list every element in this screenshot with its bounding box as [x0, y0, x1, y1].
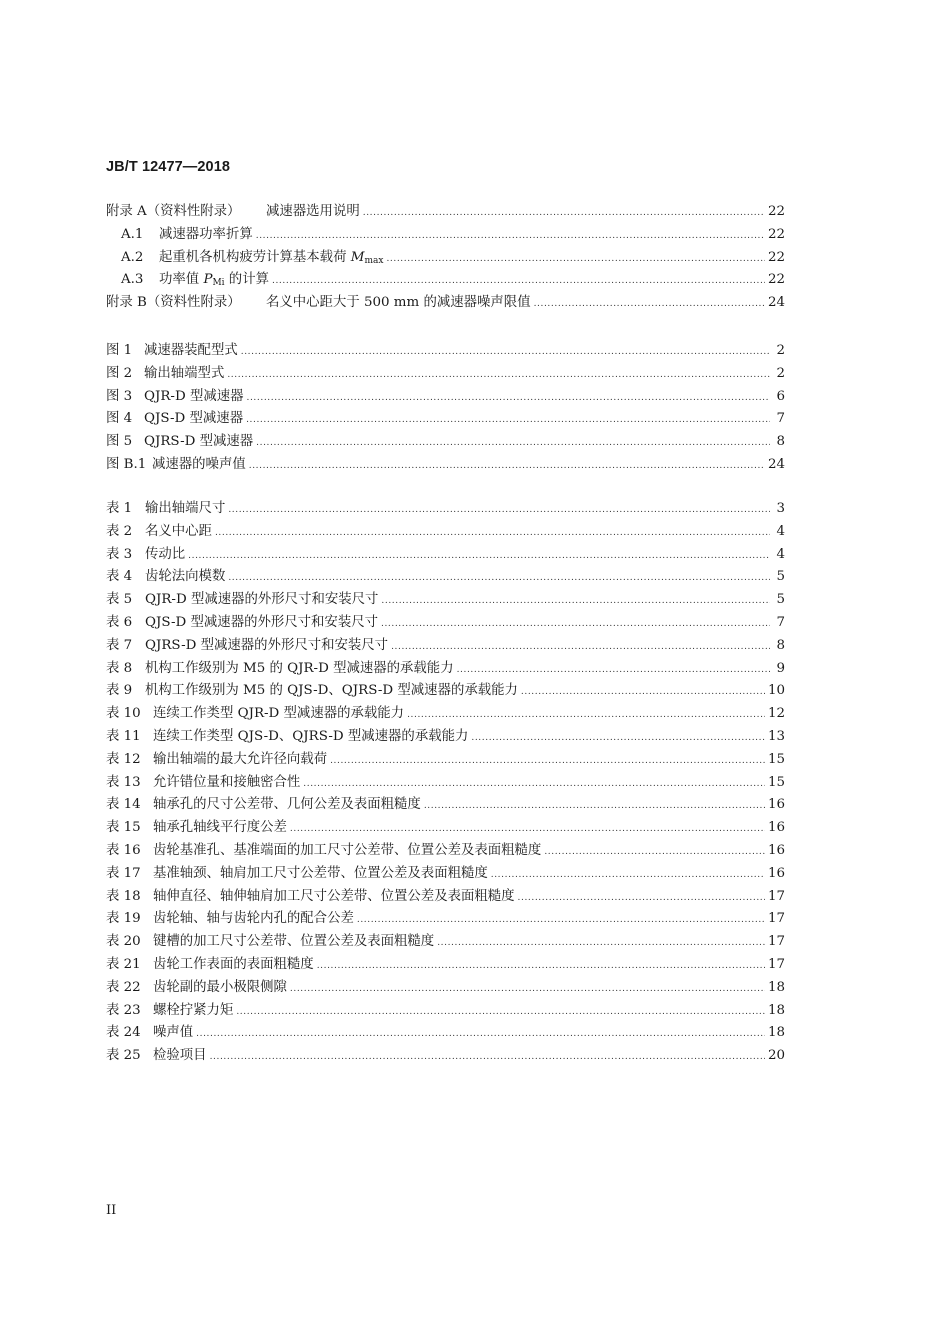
toc-entry-page: 7	[776, 411, 785, 427]
toc-leader-dots	[188, 545, 770, 568]
toc-entry-table-6[interactable]	[106, 612, 785, 635]
toc-entry-number: 表 2	[106, 523, 133, 539]
toc-entry-number: 表 19	[106, 911, 141, 927]
toc-leader-dots	[471, 727, 765, 750]
toc-leader-dots	[249, 455, 765, 478]
toc-entry-title: 输出轴端尺寸	[145, 501, 226, 516]
toc-leader-dots	[290, 818, 765, 841]
toc-entry-table-15[interactable]	[106, 817, 785, 840]
toc-entry-figure-1[interactable]	[106, 340, 785, 363]
toc-entry-title: QJR-D 型减速器的外形尺寸和安装尺寸	[145, 592, 379, 608]
toc-leader-dots	[544, 841, 765, 864]
toc-leader-dots	[227, 364, 770, 387]
toc-entry-title: 输出轴端型式	[144, 365, 225, 381]
toc-entry-number: 表 25	[106, 1048, 141, 1064]
toc-entry-title: 检验项目	[153, 1048, 207, 1064]
toc-entry-title: 连续工作类型 QJS-D、QJRS-D 型减速器的承载能力	[153, 728, 469, 744]
toc-entry-title: 齿轮法向模数	[145, 569, 226, 585]
toc-entry-figure-3[interactable]	[106, 386, 785, 409]
toc-title-text: 起重机各机构疲劳计算基本载荷	[159, 249, 351, 265]
toc-entry-number: 图 3	[106, 388, 133, 404]
toc-entry-page: 22	[767, 249, 785, 265]
toc-entry-table-17[interactable]	[106, 863, 785, 886]
toc-entry-number: A.3	[121, 272, 144, 288]
toc-entry-page: 2	[776, 343, 785, 358]
document-id-header: JB/T 12477—2018	[106, 159, 231, 175]
toc-entry-page: 3	[776, 501, 785, 516]
toc-entry-title: 齿轮轴、轴与齿轮内孔的配合公差	[153, 911, 354, 927]
toc-leader-dots	[518, 887, 765, 910]
toc-entry-title: 基准轴颈、轴肩加工尺寸公差带、位置公差及表面粗糙度	[153, 865, 488, 881]
toc-entry-page: 17	[767, 956, 785, 972]
toc-entry-table-21[interactable]	[106, 954, 785, 977]
toc-entry-title: 齿轮副的最小极限侧隙	[153, 979, 287, 995]
toc-leader-dots	[228, 499, 770, 522]
toc-entry-number: 表 12	[106, 751, 141, 767]
toc-entry-a3[interactable]	[106, 269, 785, 292]
toc-leader-dots	[256, 225, 765, 248]
toc-entry-title: QJRS-D 型减速器	[144, 434, 254, 450]
toc-entry-number: 表 4	[106, 569, 133, 585]
toc-entry-title: QJS-D 型减速器的外形尺寸和安装尺寸	[145, 614, 378, 630]
toc-figures-section	[106, 340, 785, 477]
toc-entry-number: 表 10	[106, 706, 141, 722]
toc-entry-number: 附录 A（资料性附录）	[106, 204, 241, 219]
toc-entry-page: 12	[767, 706, 785, 722]
toc-entry-page: 10	[767, 683, 785, 699]
toc-appendix-section	[106, 201, 785, 315]
toc-entry-figure-2[interactable]	[106, 363, 785, 386]
toc-entry-a1[interactable]	[106, 224, 785, 247]
toc-leader-dots	[381, 613, 770, 636]
toc-leader-dots	[391, 636, 770, 659]
toc-entry-page: 18	[767, 1025, 785, 1041]
toc-leader-dots	[363, 202, 765, 225]
toc-entry-number: 表 13	[106, 774, 141, 790]
toc-entry-table-25[interactable]	[106, 1045, 785, 1068]
toc-entry-title: 允许错位量和接触密合性	[153, 774, 301, 790]
toc-leader-dots	[290, 978, 765, 1001]
toc-entry-page: 6	[776, 388, 785, 404]
toc-leader-dots	[241, 341, 770, 364]
toc-entry-page: 20	[767, 1048, 785, 1064]
math-symbol: M	[350, 249, 365, 265]
toc-entry-page: 7	[776, 614, 785, 630]
toc-leader-dots	[424, 795, 765, 818]
toc-entry-number: 表 14	[106, 797, 141, 813]
toc-entry-table-19[interactable]	[106, 908, 785, 931]
toc-entry-page: 9	[776, 660, 785, 676]
toc-entry-page: 4	[776, 546, 785, 562]
toc-title-text: 的计算	[224, 272, 269, 288]
toc-leader-dots	[215, 522, 770, 545]
toc-leader-dots	[246, 409, 770, 432]
toc-tables-section	[106, 498, 785, 1068]
toc-leader-dots	[407, 704, 765, 727]
toc-leader-dots	[210, 1046, 765, 1069]
toc-entry-number: 图 B.1	[106, 456, 147, 472]
toc-leader-dots	[521, 681, 765, 704]
toc-entry-number: 表 7	[106, 637, 133, 653]
toc-entry-title: 名义中心距	[145, 523, 212, 539]
toc-leader-dots	[386, 248, 765, 271]
toc-entry-figure-4[interactable]	[106, 408, 785, 431]
toc-entry-page: 22	[767, 272, 785, 288]
toc-entry-title: 传动比	[145, 546, 186, 562]
toc-entry-number: 表 23	[106, 1002, 141, 1018]
toc-entry-number: 图 5	[106, 434, 133, 450]
toc-entry-table-12[interactable]	[106, 749, 785, 772]
toc-entry-table-18[interactable]	[106, 886, 785, 909]
toc-title-text: 功率值	[159, 272, 204, 288]
toc-entry-table-10[interactable]	[106, 703, 785, 726]
toc-entry-number: 表 1	[106, 501, 133, 516]
toc-entry-number: 表 15	[106, 820, 141, 836]
toc-entry-page: 16	[767, 842, 785, 858]
toc-entry-table-7[interactable]	[106, 635, 785, 658]
toc-entry-number: 图 1	[106, 343, 133, 358]
toc-entry-number: 附录 B（资料性附录）	[106, 295, 241, 311]
toc-entry-number: 表 16	[106, 842, 141, 858]
toc-entry-figure-6[interactable]	[106, 454, 785, 477]
toc-entry-title: 连续工作类型 QJR-D 型减速器的承载能力	[153, 706, 405, 722]
toc-entry-number: A.2	[121, 249, 144, 265]
toc-leader-dots	[303, 773, 765, 796]
toc-entry-title: 减速器选用说明	[266, 204, 360, 219]
toc-entry-table-2[interactable]	[106, 521, 785, 544]
toc-entry-table-9[interactable]	[106, 680, 785, 703]
toc-entry-table-24[interactable]	[106, 1022, 785, 1045]
toc-entry-title: 输出轴端的最大允许径向载荷	[153, 751, 328, 767]
toc-entry-title: 噪声值	[153, 1025, 194, 1041]
toc-entry-number: 表 17	[106, 865, 141, 881]
toc-entry-page: 13	[767, 728, 785, 744]
toc-entry-title: 减速器的噪声值	[152, 456, 246, 472]
toc-leader-dots	[491, 864, 765, 887]
toc-entry-page: 2	[776, 365, 785, 381]
toc-leader-dots	[534, 293, 765, 316]
toc-entry-page: 16	[767, 820, 785, 836]
toc-leader-dots	[437, 932, 765, 955]
toc-entry-figure-5[interactable]	[106, 431, 785, 454]
toc-entry-page: 22	[767, 204, 785, 219]
toc-entry-table-3[interactable]	[106, 544, 785, 567]
toc-entry-page: 15	[767, 751, 785, 767]
toc-entry-table-14[interactable]	[106, 794, 785, 817]
toc-entry-page: 17	[767, 911, 785, 927]
toc-entry-table-20[interactable]	[106, 931, 785, 954]
toc-entry-number: 表 11	[106, 728, 141, 744]
toc-entry-table-23[interactable]	[106, 1000, 785, 1023]
toc-entry-number: A.1	[121, 226, 144, 242]
toc-entry-title: 减速器装配型式	[144, 343, 238, 358]
toc-entry-number: 表 18	[106, 888, 141, 904]
toc-leader-dots	[457, 659, 770, 682]
toc-entry-page: 18	[767, 979, 785, 995]
toc-entry-page: 5	[776, 592, 785, 608]
page-number-roman: II	[106, 1203, 117, 1218]
toc-entry-title: QJR-D 型减速器	[144, 388, 244, 404]
toc-entry-number: 表 3	[106, 546, 133, 562]
toc-entry-title: 名义中心距大于 500 mm 的减速器噪声限值	[266, 295, 531, 311]
toc-entry-title: QJRS-D 型减速器的外形尺寸和安装尺寸	[145, 637, 389, 653]
toc-entry-table-8[interactable]	[106, 658, 785, 681]
toc-entry-table-4[interactable]	[106, 566, 785, 589]
toc-entry-number: 图 4	[106, 411, 133, 427]
toc-entry-number: 表 22	[106, 979, 141, 995]
toc-entry-table-11[interactable]	[106, 726, 785, 749]
math-subscript: Mi	[212, 278, 225, 289]
toc-entry-page: 22	[767, 226, 785, 242]
toc-entry-title: 机构工作级别为 M5 的 QJR-D 型减速器的承载能力	[145, 660, 454, 676]
toc-entry-title: 齿轮基准孔、基准端面的加工尺寸公差带、位置公差及表面粗糙度	[153, 842, 542, 858]
toc-entry-page: 16	[767, 865, 785, 881]
toc-entry-page: 17	[767, 888, 785, 904]
toc-leader-dots	[272, 270, 765, 293]
toc-entry-title: 轴承孔的尺寸公差带、几何公差及表面粗糙度	[153, 797, 421, 813]
toc-entry-appendix-a[interactable]	[106, 201, 785, 224]
toc-entry-table-16[interactable]	[106, 840, 785, 863]
toc-leader-dots	[247, 387, 770, 410]
toc-leader-dots	[256, 432, 770, 455]
toc-entry-title: 螺栓拧紧力矩	[153, 1002, 234, 1018]
toc-entry-a2[interactable]	[106, 247, 785, 270]
toc-entry-page: 17	[767, 934, 785, 950]
toc-entry-number: 表 8	[106, 660, 133, 676]
toc-leader-dots	[228, 567, 770, 590]
toc-entry-page: 5	[776, 569, 785, 585]
toc-entry-number: 表 21	[106, 956, 141, 972]
toc-entry-page: 24	[767, 456, 785, 472]
toc-leader-dots	[317, 955, 765, 978]
toc-leader-dots	[330, 750, 765, 773]
toc-entry-title: QJS-D 型减速器	[144, 411, 244, 427]
toc-entry-number: 表 9	[106, 683, 133, 699]
toc-entry-title: 齿轮工作表面的表面粗糙度	[153, 956, 314, 972]
toc-entry-title: 轴承孔轴线平行度公差	[153, 820, 287, 836]
math-symbol: P	[203, 272, 213, 288]
toc-entry-appendix-b[interactable]	[106, 292, 785, 315]
toc-entry-page: 18	[767, 1002, 785, 1018]
toc-leader-dots	[357, 909, 765, 932]
toc-entry-page: 15	[767, 774, 785, 790]
toc-entry-number: 表 20	[106, 934, 141, 950]
toc-entry-page: 24	[767, 295, 785, 311]
toc-entry-page: 16	[767, 797, 785, 813]
toc-entry-table-5[interactable]	[106, 589, 785, 612]
toc-leader-dots	[236, 1001, 765, 1024]
toc-entry-title: 轴伸直径、轴伸轴肩加工尺寸公差带、位置公差及表面粗糙度	[153, 888, 515, 904]
toc-entry-title: 机构工作级别为 M5 的 QJS-D、QJRS-D 型减速器的承载能力	[145, 683, 518, 699]
toc-entry-number: 表 5	[106, 592, 133, 608]
toc-entry-title: 减速器功率折算	[159, 226, 253, 242]
toc-entry-table-1[interactable]	[106, 498, 785, 521]
toc-entry-number: 图 2	[106, 365, 133, 381]
toc-entry-number: 表 6	[106, 614, 133, 630]
toc-leader-dots	[196, 1023, 765, 1046]
toc-entry-table-13[interactable]	[106, 772, 785, 795]
toc-entry-title: 键槽的加工尺寸公差带、位置公差及表面粗糙度	[153, 934, 435, 950]
toc-entry-page: 8	[776, 637, 785, 653]
toc-entry-number: 表 24	[106, 1025, 141, 1041]
toc-entry-page: 8	[776, 434, 785, 450]
math-subscript: max	[364, 255, 384, 266]
toc-entry-page: 4	[776, 523, 785, 539]
toc-leader-dots	[381, 590, 770, 613]
toc-entry-table-22[interactable]	[106, 977, 785, 1000]
